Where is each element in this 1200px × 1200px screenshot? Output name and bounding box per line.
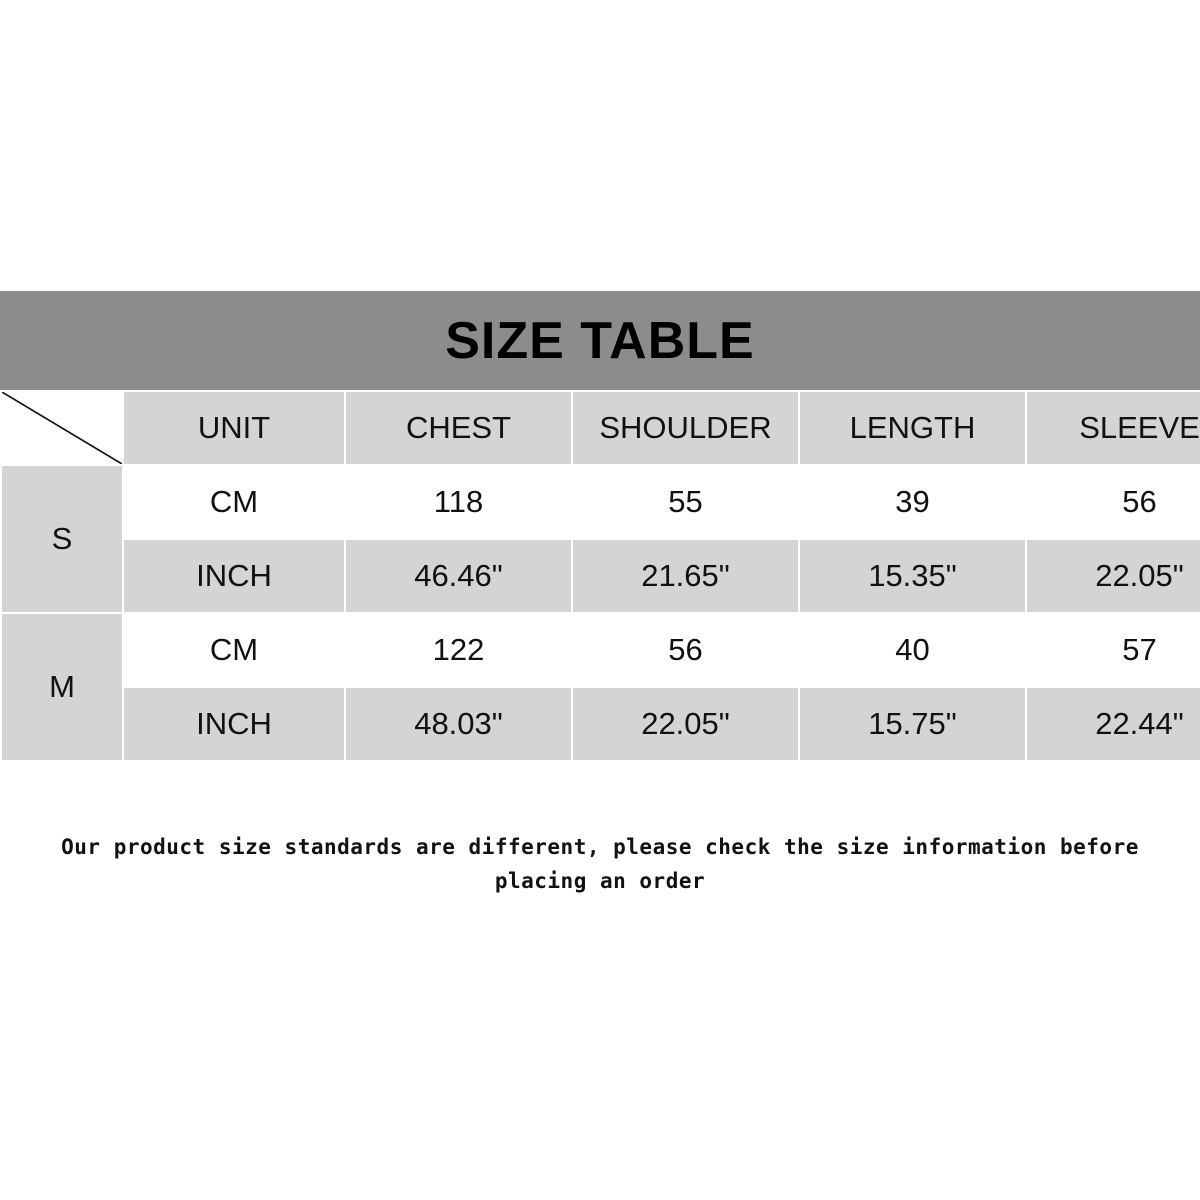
cell-length: 39: [799, 465, 1026, 539]
cell-unit: CM: [123, 465, 345, 539]
size-label-s: S: [1, 465, 123, 613]
cell-length: 40: [799, 613, 1026, 687]
table-row: [1, 539, 1200, 613]
cell-unit: INCH: [123, 539, 345, 613]
cell-chest: 46.46": [345, 539, 572, 613]
cell-chest: 122: [345, 613, 572, 687]
corner-diagonal-cell: [1, 391, 123, 465]
cell-shoulder: 22.05": [572, 687, 799, 761]
column-header-unit: UNIT: [123, 391, 345, 465]
page-title: SIZE TABLE: [445, 311, 755, 370]
size-label-m: M: [1, 613, 123, 761]
size-table: [0, 390, 1200, 762]
size-table-title-bar: [0, 291, 1200, 390]
cell-shoulder: 21.65": [572, 539, 799, 613]
cell-shoulder: 55: [572, 465, 799, 539]
column-header-length: LENGTH: [799, 391, 1026, 465]
column-header-chest: CHEST: [345, 391, 572, 465]
cell-length: 15.35": [799, 539, 1026, 613]
size-disclaimer-note: [0, 830, 1200, 898]
table-row: [1, 687, 1200, 761]
cell-sleeve: 57: [1026, 613, 1200, 687]
size-table-container: [0, 291, 1200, 762]
cell-length: 15.75": [799, 687, 1026, 761]
cell-shoulder: 56: [572, 613, 799, 687]
table-header-row: [1, 391, 1200, 465]
cell-unit: CM: [123, 613, 345, 687]
cell-unit: INCH: [123, 687, 345, 761]
size-disclaimer-line-2: placing an order: [494, 869, 706, 893]
cell-chest: 118: [345, 465, 572, 539]
column-header-shoulder: SHOULDER: [572, 391, 799, 465]
cell-sleeve: 22.05": [1026, 539, 1200, 613]
size-disclaimer-line-1: Our product size standards are different, please check the size information before: [61, 835, 1139, 859]
column-header-sleeve: SLEEVE: [1026, 391, 1200, 465]
cell-sleeve: 56: [1026, 465, 1200, 539]
table-row: [1, 465, 1200, 539]
table-row: [1, 613, 1200, 687]
cell-chest: 48.03": [345, 687, 572, 761]
cell-sleeve: 22.44": [1026, 687, 1200, 761]
